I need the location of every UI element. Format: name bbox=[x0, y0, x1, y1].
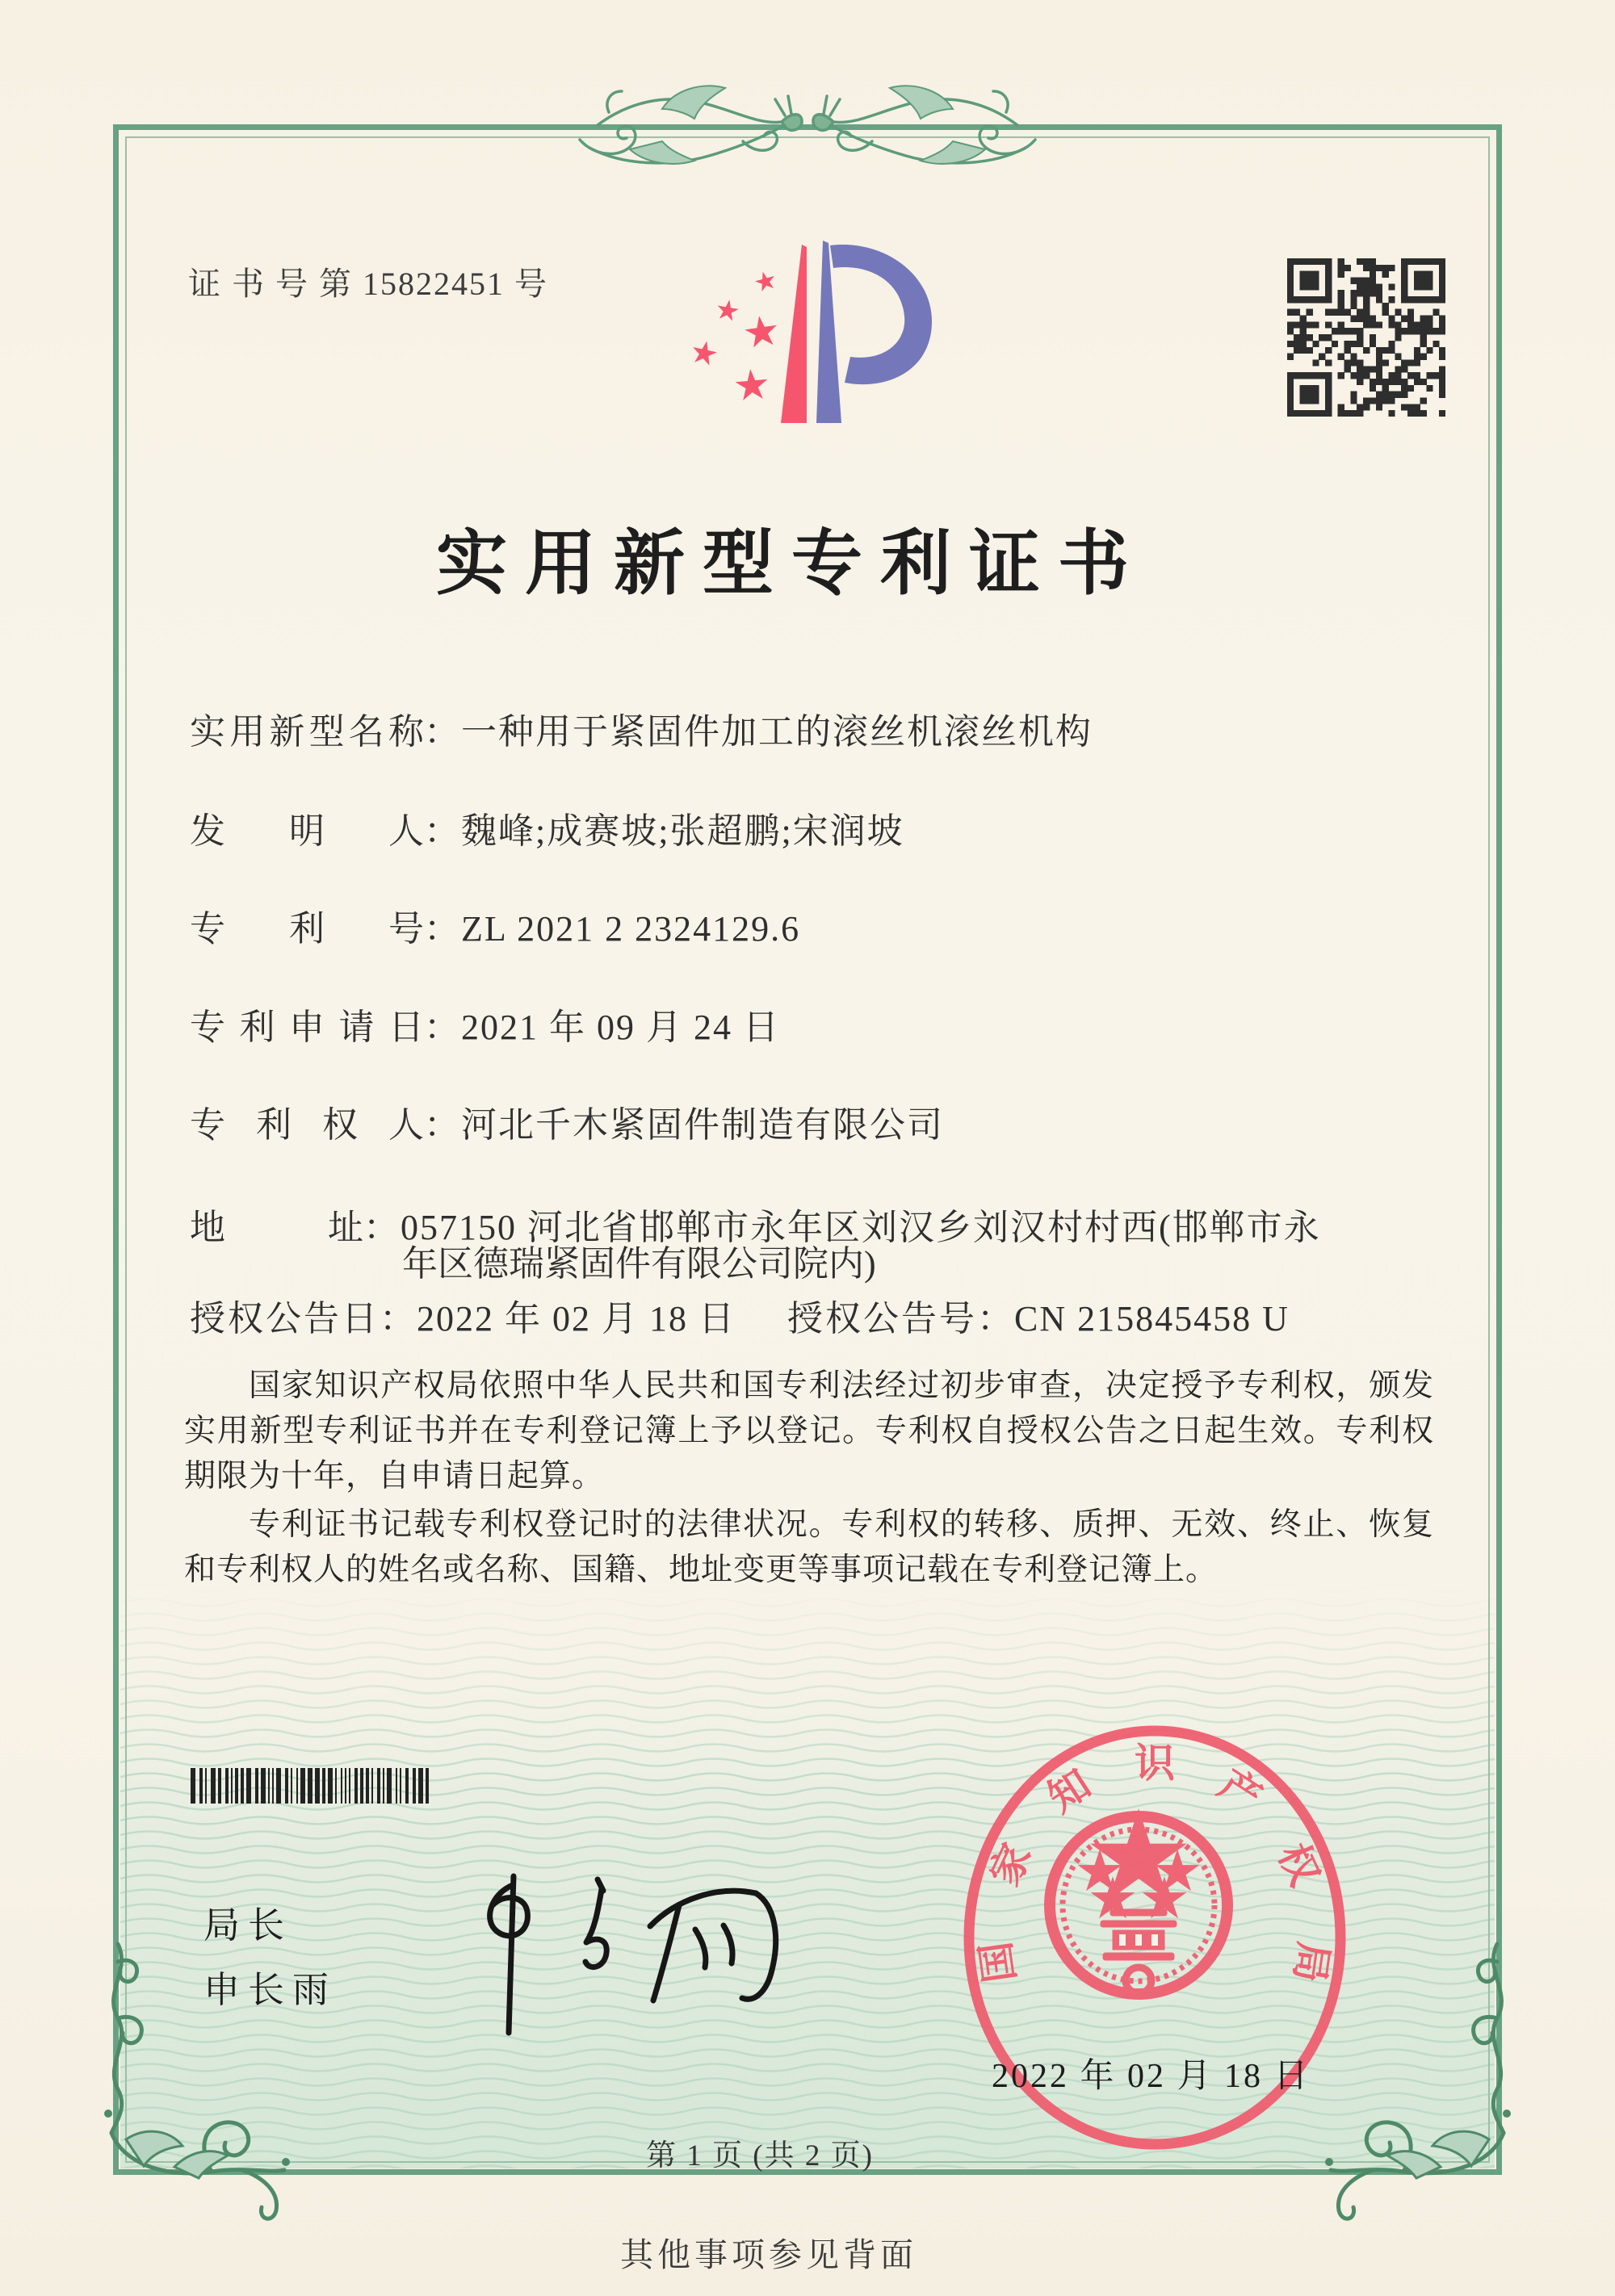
cnipa-logo bbox=[678, 233, 945, 434]
colon: ： bbox=[424, 811, 459, 851]
certificate-number: 证 书 号 第 15822451 号 bbox=[188, 266, 548, 302]
colon: ： bbox=[424, 712, 459, 752]
commissioner-name: 申长雨 bbox=[203, 1970, 338, 2010]
page-title: 实用新型专利证书 bbox=[435, 526, 1147, 604]
field-row-inventor bbox=[190, 802, 904, 853]
body-paragraph-2: 专利证书记载专利权登记时的法律状况。专利权的转移、质押、无效、终止、恢复和专利权人的姓名或名称、国籍、地址变更等事项记载在专利登记簿上。 bbox=[184, 1507, 1434, 1587]
seal-char: 局 bbox=[1286, 1938, 1337, 1986]
field-value-patent-number: ZL 2021 2 2324129.6 bbox=[461, 909, 801, 949]
field-value-address-line1: 057150 河北省邯郸市永年区刘汉乡刘汉村村西(邯郸市永 bbox=[401, 1208, 1321, 1247]
seal-char: 权 bbox=[1269, 1837, 1328, 1893]
seal-char: 国 bbox=[972, 1938, 1024, 1986]
field-row-patent-number bbox=[190, 899, 800, 951]
colon: ： bbox=[424, 1105, 459, 1145]
field-label-address: 地址 bbox=[190, 1208, 363, 1247]
seal-char: 产 bbox=[1210, 1761, 1270, 1821]
field-row-filing-date bbox=[190, 998, 780, 1050]
field-label-patent-number: 专利号 bbox=[190, 909, 424, 949]
commissioner-signature bbox=[436, 1849, 824, 2059]
field-label-inventor: 发明人 bbox=[190, 811, 424, 851]
body-paragraph-1: 国家知识产权局依照中华人民共和国专利法经过初步审查，决定授予专利权，颁发实用新型专利证书并在专利登记簿上予以登记。专利权自授权公告之日起生效。专利权期限为十年，自申请日起算。 bbox=[184, 1368, 1434, 1494]
commissioner-title: 局长 bbox=[203, 1905, 293, 1946]
field-value-grant-number: CN 215845458 U bbox=[1014, 1299, 1290, 1339]
field-value-grant-date: 2022 年 02 月 18 日 bbox=[417, 1299, 736, 1339]
back-note: 其他事项参见背面 bbox=[620, 2236, 917, 2273]
field-value-name: 一种用于紧固件加工的滚丝机滚丝机构 bbox=[461, 712, 1093, 752]
barcode bbox=[191, 1768, 430, 1804]
seal-char: 识 bbox=[1135, 1741, 1175, 1786]
seal-char: 知 bbox=[1039, 1761, 1099, 1821]
field-label-patentee: 专利权人 bbox=[190, 1105, 424, 1145]
field-value-filing-date: 2021 年 09 月 24 日 bbox=[461, 1008, 780, 1047]
top-dragon-ornament bbox=[501, 44, 1114, 214]
colon: ： bbox=[977, 1299, 1013, 1339]
qr-code bbox=[1287, 258, 1445, 417]
colon: ： bbox=[424, 1008, 459, 1047]
seal-char: 家 bbox=[981, 1837, 1040, 1893]
field-value-address-line2: 年区德瑞紧固件有限公司院内) bbox=[402, 1244, 876, 1284]
national-emblem bbox=[1050, 1816, 1227, 1994]
field-label-grant-date: 授权公告日 bbox=[190, 1299, 380, 1339]
field-label-grant-number: 授权公告号 bbox=[787, 1299, 977, 1339]
field-row-patentee bbox=[190, 1096, 944, 1147]
page-number: 第 1 页 (共 2 页) bbox=[646, 2139, 874, 2172]
field-label-filing-date: 专利申请日 bbox=[190, 1008, 424, 1047]
field-row-name bbox=[190, 702, 1093, 754]
seal-date: 2022 年 02 月 18 日 bbox=[992, 2058, 1311, 2095]
field-value-patentee: 河北千木紧固件制造有限公司 bbox=[461, 1105, 944, 1145]
field-label-name: 实用新型名称 bbox=[190, 712, 424, 752]
field-value-inventor: 魏峰;成赛坡;张超鹏;宋润坡 bbox=[461, 811, 904, 851]
colon: ： bbox=[380, 1299, 415, 1339]
colon: ： bbox=[363, 1208, 399, 1247]
field-row-grant-date bbox=[190, 1289, 736, 1341]
field-row-grant-number bbox=[787, 1289, 1290, 1341]
colon: ： bbox=[424, 909, 459, 949]
